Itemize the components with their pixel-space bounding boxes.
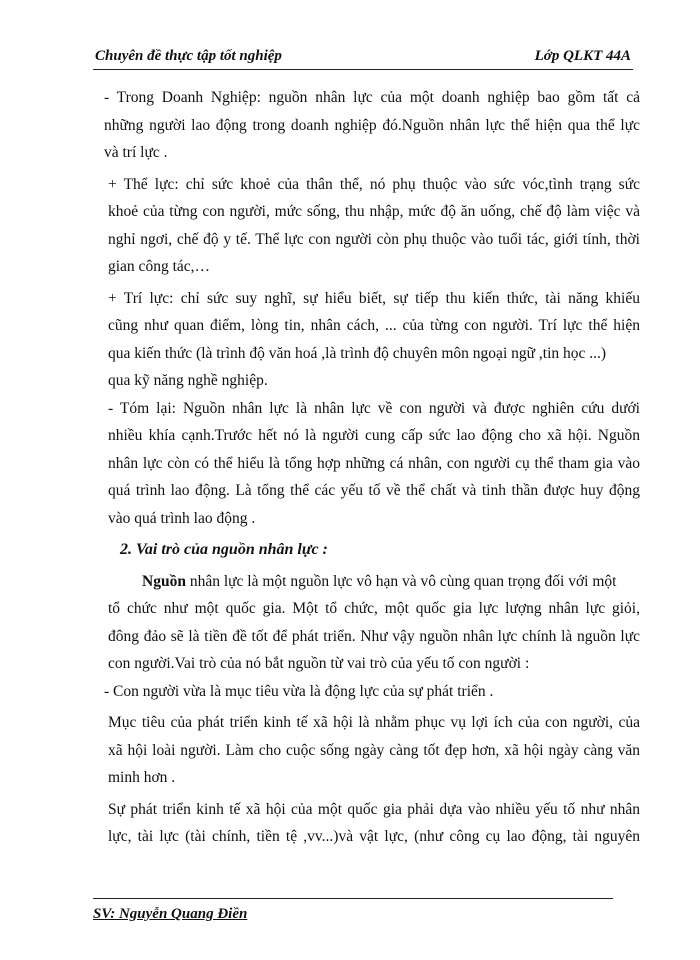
bullet-line: - Con người vừa là mục tiêu vừa là động lực của sự phát triển . <box>104 682 494 700</box>
text-line: quá trình lao động. Là tổng thể các yếu tố về thể chất và tinh thần được huy động <box>108 482 640 499</box>
section-heading: 2. Vai trò của nguồn nhân lực : <box>120 541 328 558</box>
text-line: lực, tài lực (tài chính, tiền tệ ,vv...)và vật lực, (như công cụ lao động, tài nguyên <box>108 828 640 845</box>
text-line: cũng như quan điểm, lòng tin, nhân cách, ... của từng con người. Trí lực thể hiện <box>108 317 640 334</box>
text-line: minh hơn . <box>108 769 176 786</box>
text-line: con người.Vai trò của nó bắt nguồn từ vai trò của yếu tố con người : <box>108 655 530 672</box>
page-header <box>93 45 633 70</box>
text-line: xã hội loài người. Làm cho cuộc sống ngày càng tốt đẹp hơn, xã hội ngày càng văn <box>108 741 640 759</box>
text-line: khoẻ của từng con người, mức sống, thu nhập, mức độ ăn uống, chế độ làm việc và <box>108 203 640 220</box>
text-line: Mục tiêu của phát triển kinh tế xã hội là nhằm phục vụ lợi ích của con người, của <box>108 714 640 731</box>
text-line: + Thể lực: chỉ sức khoẻ của thân thể, nó phụ thuộc vào sức vóc,tình trạng sức <box>108 175 640 193</box>
text-line: - Trong Doanh Nghiệp: nguồn nhân lực của một doanh nghiệp bao gồm tất cả <box>104 89 640 106</box>
lead-word: Nguồn <box>142 572 186 590</box>
document-body <box>104 84 640 851</box>
text-line: vào quá trình lao động . <box>108 509 256 527</box>
text-line: qua kỹ năng nghề nghiệp. <box>108 372 268 389</box>
text-line: tổ chức như một quốc gia. Một tổ chức, một quốc gia lực lượng nhân lực giỏi, <box>108 600 640 617</box>
text-line: gian công tác,… <box>108 258 211 275</box>
page-footer <box>93 898 613 923</box>
paragraph-role <box>108 568 640 678</box>
paragraph-enterprise <box>104 84 640 167</box>
paragraph-summary <box>108 395 640 533</box>
paragraph-goal <box>108 709 640 792</box>
header-title: Chuyên đề thực tập tốt nghiệp <box>95 48 282 64</box>
text-line: nhiều khía cạnh.Trước hết nó là người cung cấp sức lao động cho xã hội. Nguồn <box>108 427 640 444</box>
footer-author: SV: Nguyễn Quang Điền <box>93 906 248 922</box>
text-line: nhân lực còn có thể hiểu là tổng hợp những cá nhân, con người cụ thể tham gia vào <box>108 454 640 472</box>
paragraph-physical <box>108 171 640 281</box>
text-run: nhân lực là một nguồn lực vô hạn và vô cùng quan trọng đối với một <box>185 572 617 590</box>
header-class: Lớp QLKT 44A <box>534 48 631 64</box>
text-line <box>108 568 640 596</box>
text-line: - Tóm lại: Nguồn nhân lực là nhân lực về con người và được nghiên cứu dưới <box>108 399 640 417</box>
text-line: Sự phát triển kinh tế xã hội của một quốc gia phải dựa vào nhiều yếu tố như nhân <box>108 800 640 818</box>
paragraph-development <box>108 796 640 851</box>
text-line: đông đảo sẽ là tiền đề tốt để phát triển. Như vậy nguồn nhân lực chính là nguồn lực <box>108 627 640 645</box>
text-line: nghỉ ngơi, chế độ y tế. Thể lực con người còn phụ thuộc vào tuổi tác, giới tính, thời <box>108 230 640 248</box>
text-line: + Trí lực: chỉ sức suy nghĩ, sự hiểu biết, sự tiếp thu kiến thức, tài năng khiếu <box>108 289 640 307</box>
text-line: và trí lực . <box>104 144 168 161</box>
paragraph-intellect <box>108 285 640 395</box>
text-line: qua kiến thức (là trình độ văn hoá ,là trình độ chuyên môn ngoại ngữ ,tin học ...) <box>108 344 607 362</box>
text-line: những người lao động trong doanh nghiệp đó.Nguồn nhân lực thể hiện qua thể lực <box>104 116 640 134</box>
